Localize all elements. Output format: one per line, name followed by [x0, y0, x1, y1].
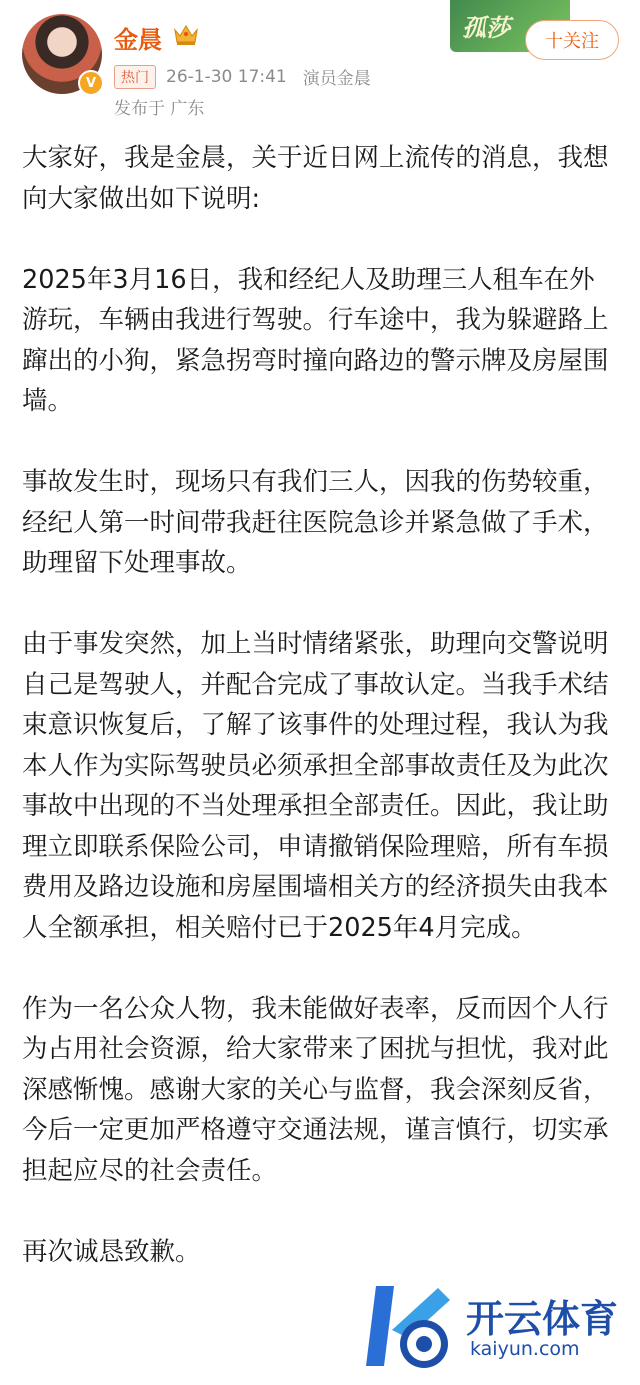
kaiyun-logo-icon: [358, 1278, 458, 1378]
post-body: [22, 138, 620, 1272]
watermark-title: 开云体育: [466, 1297, 619, 1341]
follow-button[interactable]: 十关注: [525, 20, 619, 60]
verified-badge-icon: V: [78, 70, 104, 96]
post-paragraph: 由于事发突然，加上当时情绪紧张，助理向交警说明自己是驾驶人，并配合完成了事故认定。当我手术结束意识恢复后，了解了该事件的处理过程，我认为我本人作为实际驾驶员必须承担全部事故责任及为此次事故中出现的不当处理承担全部责任。因此，我让助理立即联系保险公司，申请撤销保险理赔，所有车损费用及路边设施和房屋围墙相关方的经济损失由我本人全额承担，相关赔付已于2025年4月完成。: [22, 629, 609, 943]
post-header: [0, 0, 640, 130]
post-paragraph: 事故发生时，现场只有我们三人，因我的伤势较重，经纪人第一时间带我赶往医院急诊并紧急做了手术，助理留下处理事故。: [22, 467, 609, 578]
watermark-subtitle: kaiyun.com: [470, 1338, 580, 1360]
post-location: 发布于 广东: [114, 99, 205, 119]
post-timestamp: 26-1-30 17:41: [166, 66, 287, 87]
user-identity: 演员金晨: [302, 69, 371, 89]
post-paragraph: 作为一名公众人物，我未能做好表率，反而因个人行为占用社会资源，给大家带来了困扰与担忧，我对此深感惭愧。感谢大家的关心与监督，我会深刻反省，今后一定更加严格遵守交通法规，谨言慎行，切实承担起应尽的社会责任。: [22, 993, 609, 1186]
decor-banner-text: 孤莎: [462, 14, 510, 42]
post-meta: [114, 64, 371, 89]
watermark: [358, 1278, 633, 1378]
post-paragraph: 大家好，我是金晨，关于近日网上流传的消息，我想向大家做出如下说明:: [22, 143, 609, 214]
post-paragraph: 再次诚恳致歉。: [22, 1236, 201, 1267]
hot-badge: 热门: [114, 65, 156, 89]
crown-icon: [172, 22, 200, 46]
post-paragraph: 2025年3月16日，我和经纪人及助理三人租车在外游玩，车辆由我进行驾驶。行车途中，我为躲避路上蹿出的小狗，紧急拐弯时撞向路边的警示牌及房屋围墙。: [22, 264, 609, 416]
username[interactable]: 金晨: [114, 26, 162, 54]
